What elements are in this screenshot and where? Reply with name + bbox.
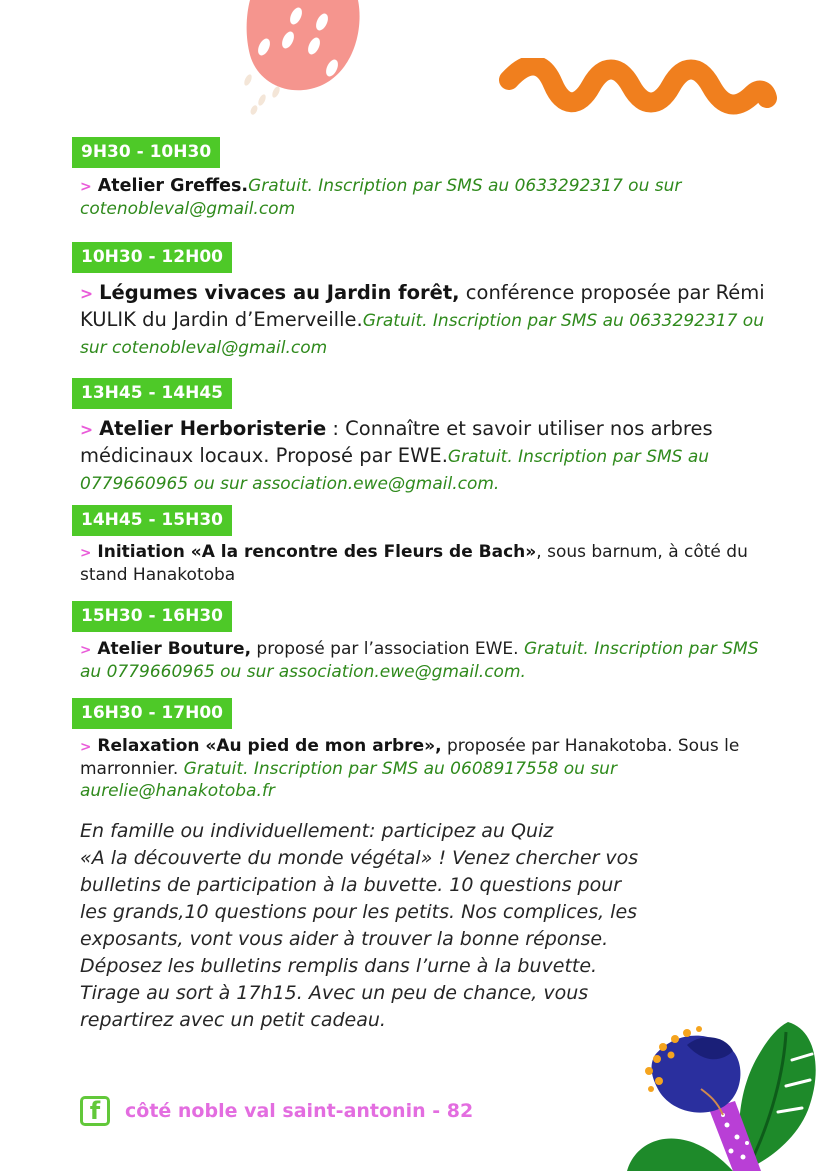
event-description: proposé par l’association EWE. <box>251 639 524 659</box>
time-badge-1 <box>72 137 220 168</box>
event-description: : Connaître et savoir utiliser nos arbres médicinaux locaux. Proposé par EWE. <box>80 417 713 467</box>
event-description: conférence proposée par Rémi KULIK du Jardin d’Emerveille. <box>80 281 765 331</box>
facebook-icon-letter: f <box>89 1097 101 1125</box>
time-label: 13H45 - 14H45 <box>72 378 232 409</box>
event-title: Initiation «A la rencontre des Fleurs de Bach» <box>97 542 537 562</box>
event-bouture <box>80 638 770 683</box>
time-badge-4 <box>72 505 232 536</box>
event-registration: Gratuit. Inscription par SMS au 0633292317 ou sur cotenobleval@gmail.com <box>80 311 764 358</box>
time-label: 9H30 - 10H30 <box>72 137 220 168</box>
event-relaxation <box>80 735 770 802</box>
time-badge-5 <box>72 601 232 632</box>
chevron-icon: > <box>80 285 94 303</box>
event-description: , sous barnum, à côté du stand Hanakotoba <box>80 542 748 585</box>
chevron-icon: > <box>80 739 92 755</box>
chevron-icon: > <box>80 179 92 195</box>
event-registration: Gratuit. Inscription par SMS au 0779660965 ou sur association.ewe@gmail.com. <box>80 639 759 682</box>
event-registration: Gratuit. Inscription par SMS au 0608917558 ou sur aurelie@hanakotoba.fr <box>80 759 617 801</box>
chevron-icon: > <box>80 545 92 561</box>
event-title: Relaxation «Au pied de mon arbre», <box>97 736 442 756</box>
time-badge-2 <box>72 242 232 273</box>
facebook-icon[interactable] <box>80 1096 110 1126</box>
event-herboristerie <box>80 416 770 497</box>
event-description: proposée par Hanakotoba. Sous le marronnier. <box>80 736 740 779</box>
time-label: 16H30 - 17H00 <box>72 698 232 729</box>
orange-wave-decoration <box>497 58 777 128</box>
time-label: 14H45 - 15H30 <box>72 505 232 536</box>
event-title: Légumes vivaces au Jardin forêt, <box>99 281 460 304</box>
event-registration: Gratuit. Inscription par SMS au 0779660965 ou sur association.ewe@gmail.com. <box>80 447 710 494</box>
time-label: 10H30 - 12H00 <box>72 242 232 273</box>
time-label: 15H30 - 16H30 <box>72 601 232 632</box>
footer <box>80 1093 473 1129</box>
footer-text: côté noble val saint-antonin - 82 <box>125 1100 474 1122</box>
event-registration: Gratuit. Inscription par SMS au 0633292317 ou sur cotenobleval@gmail.com <box>80 176 682 219</box>
flower-decoration <box>627 1025 777 1171</box>
quiz-paragraph: En famille ou individuellement: participez au Quiz «A la découverte du monde végétal» ! Venez chercher vos bulletins de participation à la buvette. 10 questions pour les grands,10 questions pour les petits. Nos complices, les exposants, vont vous aider à trouver la bonne réponse. Déposez les bulletins remplis dans l’urne à la buvette. Tirage au sort à 17h15. Avec un peu de chance, vous repartirez avec un petit cadeau. <box>80 820 639 1031</box>
event-fleurs-de-bach <box>80 541 770 586</box>
event-title: Atelier Bouture, <box>97 639 252 659</box>
chevron-icon: > <box>80 421 94 439</box>
event-legumes-vivaces <box>80 280 770 361</box>
pink-fruit-decoration <box>228 0 378 115</box>
time-badge-6 <box>72 698 232 729</box>
event-greffes <box>80 175 770 220</box>
time-badge-3 <box>72 378 232 409</box>
event-title: Atelier Greffes. <box>97 176 249 196</box>
event-title: Atelier Herboristerie <box>99 417 327 440</box>
chevron-icon: > <box>80 642 92 658</box>
